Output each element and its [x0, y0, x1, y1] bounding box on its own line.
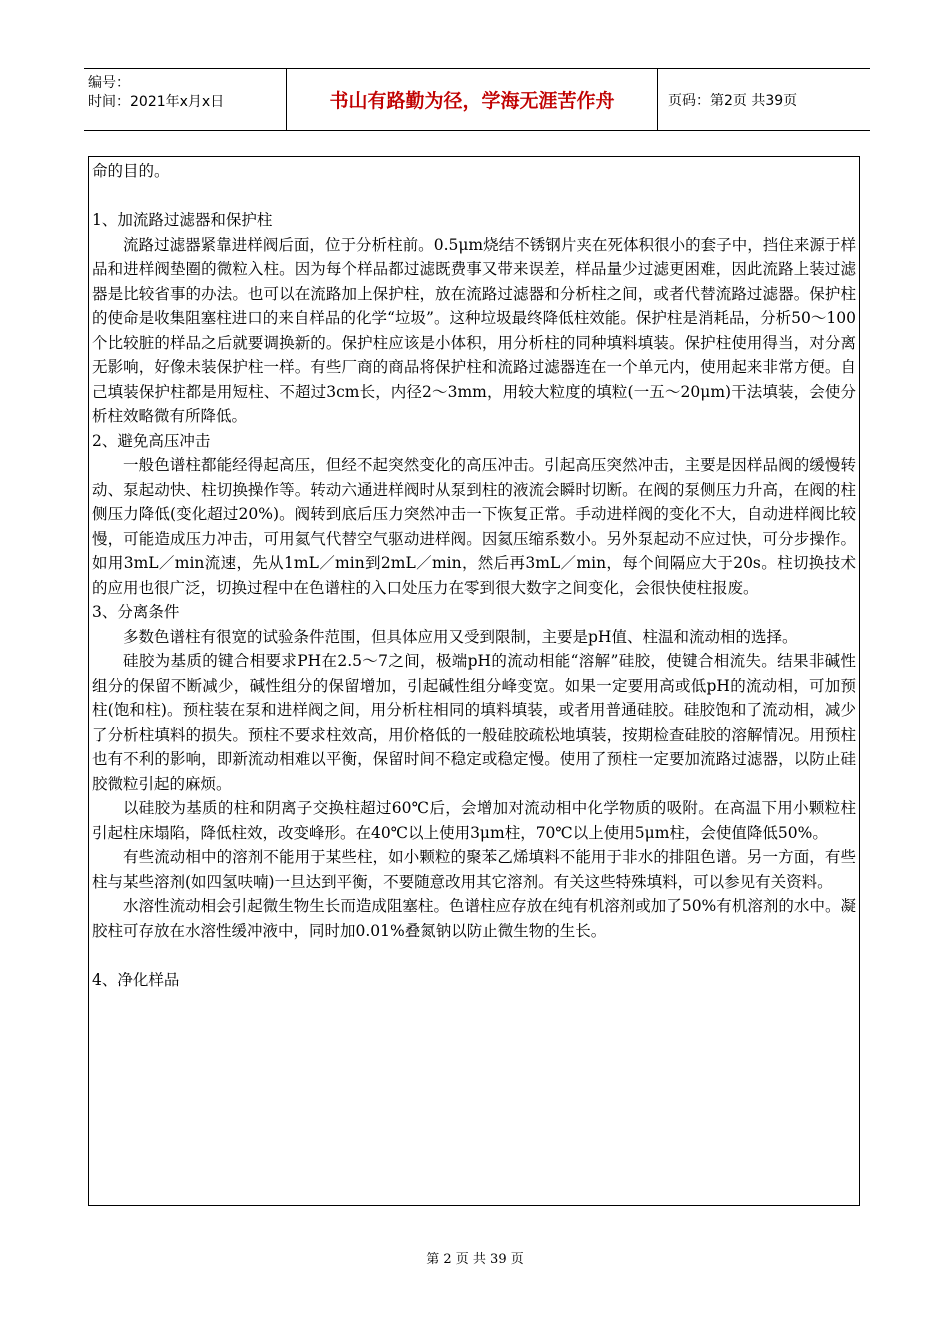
paragraph-ph-range: 硅胶为基质的键合相要求PH在2.5～7之间，极端pH的流动相能“溶解”硅胶，使键合相流失。结果非碱性组分的保留不断减少，碱性组分的保留增加，引起碱性组分峰变宽。如果一定要用高或低pH的流动相，可加预柱(饱和柱)。预柱装在泵和进样阀之间，用分析柱相同的填料填装，或者用普通硅胶。硅胶饱和了流动相，减少了分析柱填料的损失。预柱不要求柱效高，用价格低的一般硅胶疏松地填装，按期检查硅胶的溶解情况。用预柱也有不利的影响，即新流动相难以平衡，保留时间不稳定或稳定慢。使用了预柱一定要加流路过滤器，以防止硅胶微粒引起的麻烦。 [92, 652, 856, 793]
blank-line [92, 184, 856, 209]
section-heading-3: 3、分离条件 [92, 603, 180, 621]
document-body [88, 156, 860, 1206]
paragraph-pressure-shock: 一般色谱柱都能经得起高压，但经不起突然变化的高压冲击。引起高压突然冲击，主要是因样品阀的缓慢转动、泵起动快、柱切换操作等。转动六通进样阀时从泵到柱的液流会瞬时切断。在阀的泵侧压力升高，在阀的柱侧压力降低(变化超过20%)。阀转到底后压力突然冲击一下恢复正常。手动进样阀的变化不大，自动进样阀比较慢，可能造成压力冲击，可用氦气代替空气驱动进样阀。因氦压缩系数小。另外泵起动不应过快，可分步操作。如用3mL／min流速，先从1mL／min到2mL／min，然后再3mL／min，每个间隔应大于20s。柱切换技术的应用也很广泛，切换过程中在色谱柱的入口处压力在零到很大数字之间变化，会很快使柱报废。 [92, 456, 856, 597]
blank-line [92, 943, 856, 968]
paragraph-temperature: 以硅胶为基质的柱和阴离子交换柱超过60℃后，会增加对流动相中化学物质的吸附。在高温下用小颗粒柱引起柱床塌陷，降低柱效，改变峰形。在40℃以上使用3μm柱，70℃以上使用5μm柱，会使值降低50%。 [92, 799, 856, 842]
page-footer: 第 2 页 共 39 页 [426, 1252, 524, 1267]
section-heading-1: 1、加流路过滤器和保护柱 [92, 211, 273, 229]
paragraph-filter-guard-column: 流路过滤器紧靠进样阀后面，位于分析柱前。0.5μm烧结不锈钢片夹在死体积很小的套子中，挡住来源于样品和进样阀垫圈的微粒入柱。因为每个样品都过滤既费事又带来误差，样品量少过滤更困难，因此流路上装过滤器是比较省事的办法。也可以在流路加上保护柱，放在流路过滤器和分析柱之间，或者代替流路过滤器。保护柱的使命是收集阻塞柱进口的来自样品的化学“垃圾”。这种垃圾最终降低柱效能。保护柱是消耗品，分析50～100个比较脏的样品之后就要调换新的。保护柱应该是小体积，用分析柱的同种填料填装。保护柱使用得当，对分离无影响，好像未装保护柱一样。有些厂商的商品将保护柱和流路过滤器连在一个单元内，使用起来非常方便。自己填装保护柱都是用短柱、不超过3cm长，内径2～3mm，用较大粒度的填粒(一五～20μm)干法填装，会使分析柱效略微有所降低。 [92, 235, 856, 425]
paragraph-continuation: 命的目的。 [92, 162, 170, 180]
paragraph-solvents: 有些流动相中的溶剂不能用于某些柱，如小颗粒的聚苯乙烯填料不能用于非水的排阻色谱。另一方面，有些柱与某些溶剂(如四氢呋喃)一旦达到平衡，不要随意改用其它溶剂。有关这些特殊填料，可以参见有关资料。 [92, 848, 856, 891]
header-motto: 书山有路勤为径，学海无涯苦作舟 [286, 69, 658, 130]
page-header [84, 68, 870, 131]
time-label: 时间：2021年x月x日 [88, 94, 225, 110]
header-meta [84, 69, 286, 130]
header-page-code: 页码：第2页 共39页 [668, 92, 798, 109]
paragraph-storage: 水溶性流动相会引起微生物生长而造成阻塞柱。色谱柱应存放在纯有机溶剂或加了50%有机溶剂的水中。凝胶柱可存放在水溶性缓冲液中，同时加0.01%叠氮钠以防止微生物的生长。 [92, 897, 856, 940]
section-heading-4: 4、净化样品 [92, 970, 180, 989]
serial-label: 编号： [88, 75, 130, 91]
paragraph-separation-conditions: 多数色谱柱有很宽的试验条件范围，但具体应用又受到限制，主要是pH值、柱温和流动相的选择。 [123, 627, 798, 646]
section-heading-2: 2、避免高压冲击 [92, 431, 211, 450]
